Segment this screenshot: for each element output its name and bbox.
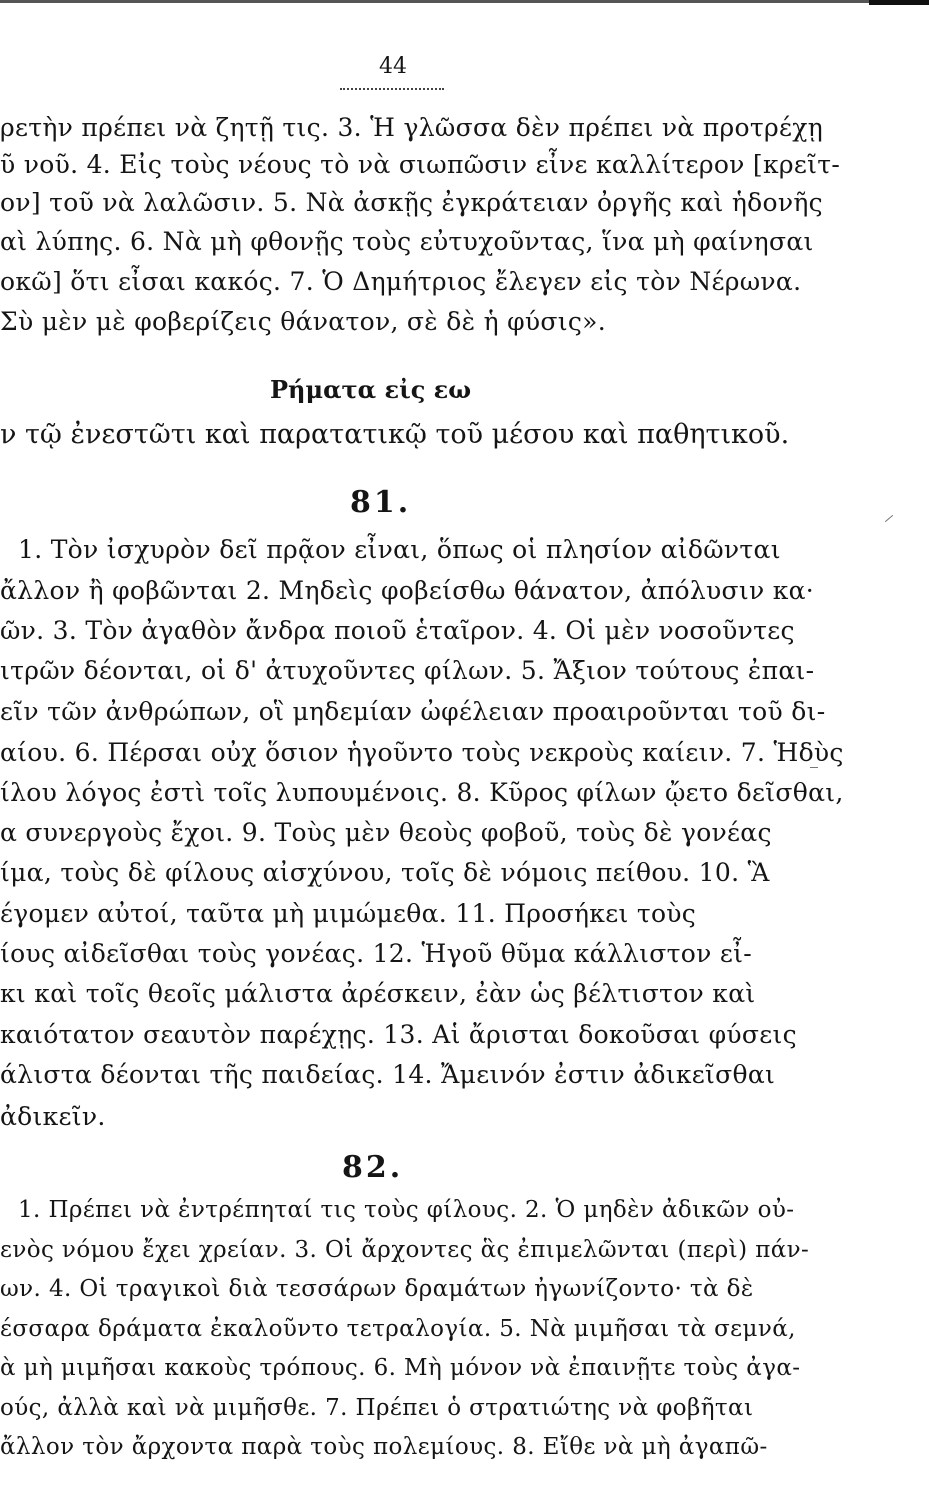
page-top-edge bbox=[0, 0, 929, 3]
text-line: Σὺ μὲν μὲ φοβερίζεις θάνατον, σὲ δὲ ἡ φύσις». bbox=[0, 307, 607, 336]
text-line: ίλου λόγος ἐστὶ τοῖς λυπουμένοις. 8. Κῦρος φίλων ᾤετο δεῖσθαι, bbox=[0, 778, 844, 807]
text-line: ἄλλον ἢ φοβῶνται 2. Μηδεὶς φοβείσθω θάνατον, ἀπόλυσιν κα· bbox=[0, 576, 815, 605]
page-number-rule bbox=[340, 88, 444, 90]
text-line: ῶν. 3. Τὸν ἀγαθὸν ἄνδρα ποιοῦ ἑταῖρον. 4. Οἱ μὲν νοσοῦντες bbox=[0, 616, 795, 645]
print-speck bbox=[810, 767, 818, 768]
section-heading: Ρήματα εἰς εω bbox=[270, 375, 472, 404]
text-line: ἄλλον τὸν ἄρχοντα παρὰ τοὺς πολεμίους. 8. Εἴθε νὰ μὴ ἀγαπῶ- bbox=[0, 1434, 768, 1460]
page-top-edge-shadow bbox=[869, 0, 929, 5]
text-line: ενὸς νόμου ἔχει χρείαν. 3. Οἱ ἄρχοντες ἃς ἐπιμελῶνται (περὶ) πάν- bbox=[0, 1237, 810, 1263]
section-subheading: ν τῷ ἐνεστῶτι καὶ παρατατικῷ τοῦ μέσου καὶ παθητικοῦ. bbox=[0, 419, 790, 450]
print-speck bbox=[885, 515, 893, 522]
text-line: ων. 4. Οἱ τραγικοὶ διὰ τεσσάρων δραμάτων ἠγωνίζοντο· τὰ δὲ bbox=[0, 1276, 754, 1302]
section-number-81: 81. bbox=[350, 485, 412, 520]
text-line: οκῶ] ὅτι εἶσαι κακός. 7. Ὁ Δημήτριος ἔλεγεν εἰς τὸν Νέρωνα. bbox=[0, 267, 802, 296]
text-line: ὰ μὴ μιμῆσαι κακοὺς τρόπους. 6. Μὴ μόνον νὰ ἐπαινῇτε τοὺς ἀγα- bbox=[0, 1355, 801, 1381]
text-line: άλιστα δέονται τῆς παιδείας. 14. Ἄμεινόν ἐστιν ἀδικεῖσθαι bbox=[0, 1060, 776, 1089]
text-line: εῖν τῶν ἀνθρώπων, οἳ μηδεμίαν ὠφέλειαν προαιροῦνται τοῦ δι- bbox=[0, 697, 826, 726]
text-line: ον] τοῦ νὰ λαλῶσιν. 5. Νὰ ἀσκῇς ἐγκράτειαν ὀργῆς καὶ ἡδονῆς bbox=[0, 188, 823, 217]
text-line: 1. Τὸν ἰσχυρὸν δεῖ πρᾷον εἶναι, ὅπως οἱ πλησίον αἰδῶνται bbox=[18, 535, 781, 564]
text-line: αὶ λύπης. 6. Νὰ μὴ φθονῇς τοὺς εὐτυχοῦντας, ἵνα μὴ φαίνησαι bbox=[0, 227, 814, 256]
text-line: έσσαρα δράματα ἐκαλοῦντο τετραλογία. 5. Νὰ μιμῆσαι τὰ σεμνά, bbox=[0, 1316, 796, 1342]
text-line: ἀδικεῖν. bbox=[0, 1102, 106, 1131]
text-line: αίου. 6. Πέρσαι οὐχ ὅσιον ἡγοῦντο τοὺς νεκροὺς καίειν. 7. Ἡδὺς bbox=[0, 738, 844, 767]
section-number-82: 82. bbox=[342, 1150, 404, 1185]
text-line: 1. Πρέπει νὰ ἐντρέπηταί τις τοὺς φίλους. 2. Ὁ μηδὲν ἀδικῶν οὐ- bbox=[18, 1197, 795, 1223]
text-line: ίμα, τοὺς δὲ φίλους αἰσχύνου, τοῖς δὲ νόμοις πείθου. 10. Ἃ bbox=[0, 858, 770, 887]
text-line: ῦ νοῦ. 4. Εἰς τοὺς νέους τὸ νὰ σιωπῶσιν εἶνε καλλίτερον [κρεῖτ- bbox=[0, 150, 841, 179]
text-line: καιότατον σεαυτὸν παρέχῃς. 13. Αἱ ἄρισται δοκοῦσαι φύσεις bbox=[0, 1020, 797, 1049]
text-line: ίους αἰδεῖσθαι τοὺς γονέας. 12. Ἡγοῦ θῦμα κάλλιστον εἶ- bbox=[0, 939, 752, 968]
text-line: α συνεργοὺς ἔχοι. 9. Τοὺς μὲν θεοὺς φοβοῦ, τοὺς δὲ γονέας bbox=[0, 818, 772, 847]
text-line: κι καὶ τοῖς θεοῖς μάλιστα ἀρέσκειν, ἐὰν ὡς βέλτιστον καὶ bbox=[0, 979, 756, 1008]
text-line: ρετὴν πρέπει νὰ ζητῇ τις. 3. Ἡ γλῶσσα δὲν πρέπει νὰ προτρέχῃ bbox=[0, 113, 823, 142]
text-line: ιτρῶν δέονται, οἱ δ' ἀτυχοῦντες φίλων. 5. Ἄξιον τούτους ἐπαι- bbox=[0, 656, 815, 685]
text-line: ούς, ἀλλὰ καὶ νὰ μιμῆσθε. 7. Πρέπει ὁ στρατιώτης νὰ φοβῆται bbox=[0, 1395, 754, 1421]
page-number: 44 bbox=[379, 54, 407, 79]
text-line: έγομεν αὐτοί, ταῦτα μὴ μιμώμεθα. 11. Προσήκει τοὺς bbox=[0, 899, 697, 928]
